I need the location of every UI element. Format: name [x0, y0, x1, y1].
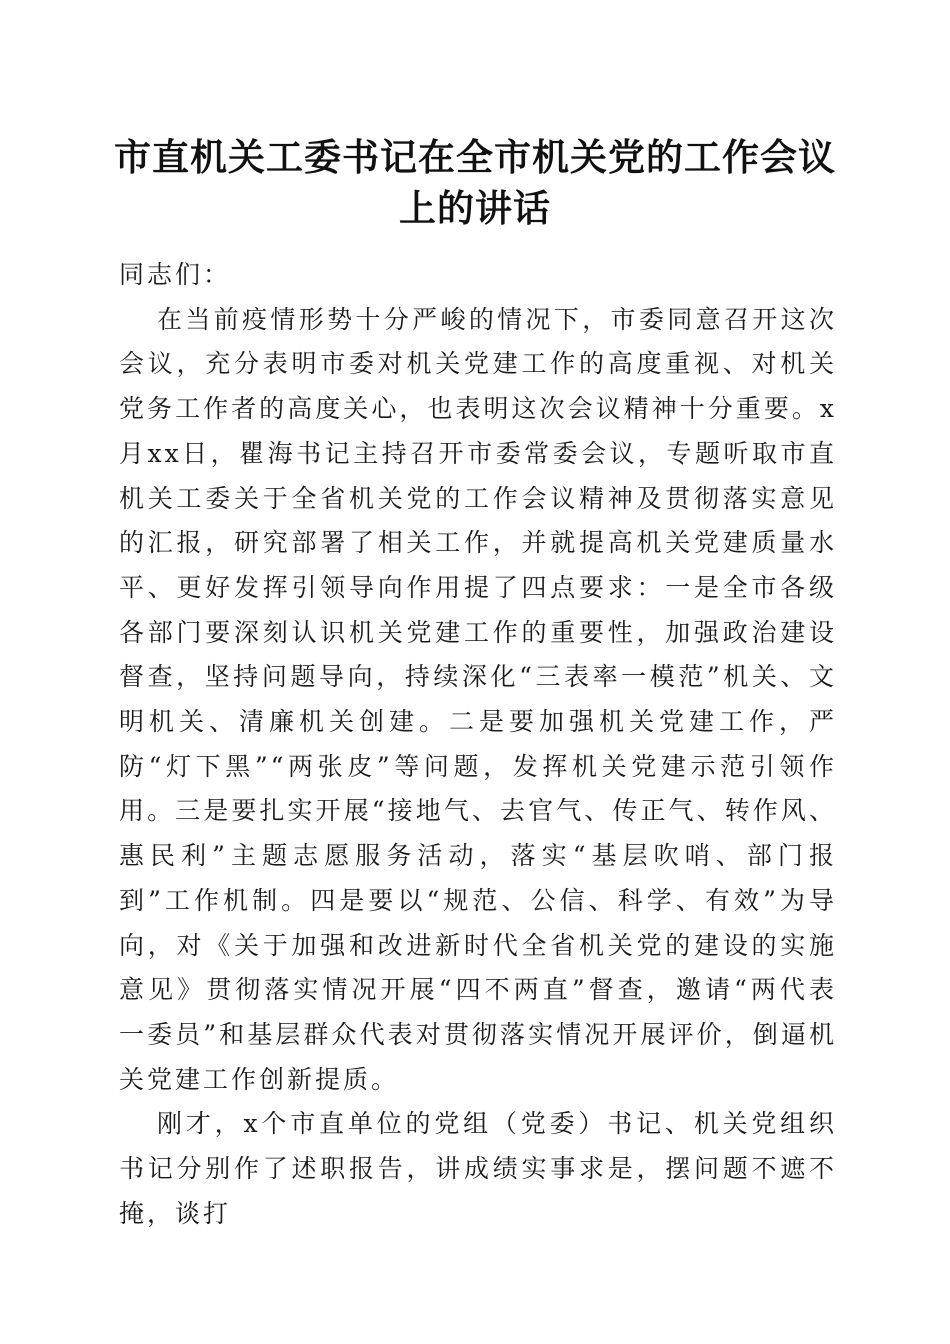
paragraph-2: 刚才，x个市直单位的党组（党委）书记、机关党组织书记分别作了述职报告，讲成绩实事求是，摆问题不遮不掩，谈打: [119, 1109, 837, 1228]
document-body: [119, 253, 837, 1236]
paragraph-1: 在当前疫情形势十分严峻的情况下，市委同意召开这次会议，充分表明市委对机关党建工作的高度重视、对机关党务工作者的高度关心，也表明这次会议精神十分重要。x月xx日，瞿海书记主持召开市委常委会议，专题听取市直机关工委关于全省机关党的工作会议精神及贯彻落实意见的汇报，研究部署了相关工作，并就提高机关党建质量水平、更好发挥引领导向作用提了四点要求：一是全市各级各部门要深刻认识机关党建工作的重要性，加强政治建设督查，坚持问题导向，持续深化“三表率一模范”机关、文明机关、清廉机关创建。二是要加强机关党建工作，严防“灯下黑”“两张皮”等问题，发挥机关党建示范引领作用。三是要扎实开展“接地气、去官气、传正气、转作风、惠民利”主题志愿服务活动，落实“基层吹哨、部门报到”工作机制。四是要以“规范、公信、科学、有效”为导向，对《关于加强和改进新时代全省机关党的建设的实施意见》贯彻落实情况开展“四不两直”督查，邀请“两代表一委员”和基层群众代表对贯彻落实情况开展评价，倒逼机关党建工作创新提质。: [119, 304, 837, 1094]
document-title: 市直机关工委书记在全市机关党的工作会议上的讲话: [114, 135, 836, 230]
salutation: 同志们：: [119, 260, 232, 289]
